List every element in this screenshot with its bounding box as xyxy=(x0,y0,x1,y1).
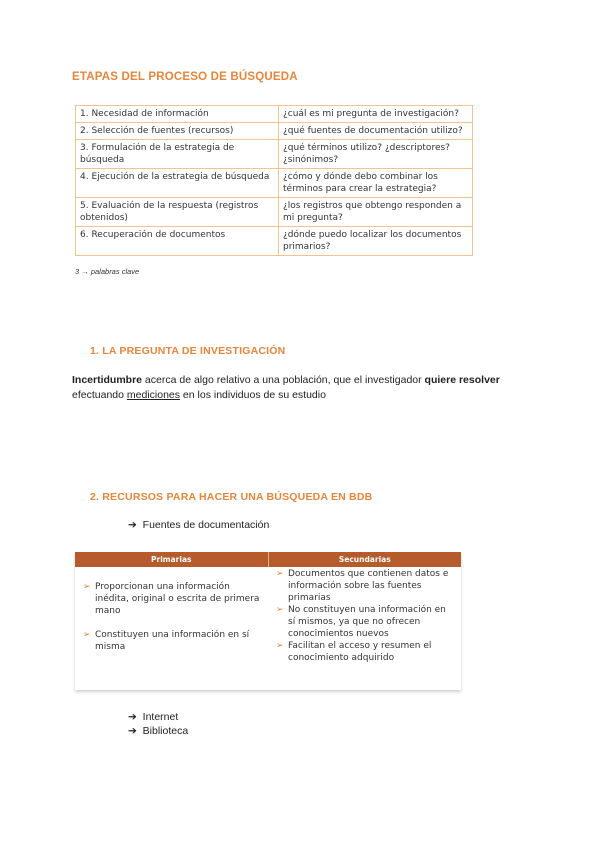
bullet-item xyxy=(274,604,455,640)
arrow-item-label: Biblioteca xyxy=(142,725,189,737)
section2-title: 2. RECURSOS PARA HACER UNA BÚSQUEDA EN BDB xyxy=(90,491,373,503)
para-text2: efectuando xyxy=(72,389,127,401)
arrowhead-bullet-icon: ➢ xyxy=(83,630,91,640)
question-cell: ¿dónde puedo localizar los documentos primarios? xyxy=(279,227,473,256)
arrow-item-label: Fuentes de documentación xyxy=(142,519,270,531)
sources-table xyxy=(75,552,461,690)
table-note: 3 → palabras clave xyxy=(75,267,140,276)
stages-table xyxy=(75,105,473,256)
table-row xyxy=(76,198,473,227)
table-row xyxy=(76,227,473,256)
arrowhead-bullet-icon: ➢ xyxy=(83,582,91,592)
arrow-item xyxy=(128,710,188,724)
stage-cell: 4. Ejecución de la estrategia de búsqueda xyxy=(76,169,279,198)
stage-cell: 6. Recuperación de documentos xyxy=(76,227,279,256)
stage-cell: 3. Formulación de la estrategia de búsqueda xyxy=(76,140,279,169)
para-bold-incertidumbre: Incertidumbre xyxy=(72,374,143,386)
secondary-column xyxy=(268,567,461,664)
arrow-icon: ➔ xyxy=(128,711,137,723)
bullet-item xyxy=(274,640,455,664)
bullet-item xyxy=(81,629,262,653)
bullet-item xyxy=(81,581,262,617)
table-row xyxy=(76,123,473,140)
section1-title: 1. LA PREGUNTA DE INVESTIGACIÓN xyxy=(90,345,286,357)
other-resources-list xyxy=(128,710,188,738)
arrowhead-bullet-icon: ➢ xyxy=(276,569,284,579)
table-row xyxy=(76,140,473,169)
secondary-header: Secundarias xyxy=(338,555,391,564)
arrow-item xyxy=(128,724,188,738)
table-row xyxy=(76,106,473,123)
section1-paragraph xyxy=(72,373,542,403)
primary-column xyxy=(75,567,268,664)
para-underline-mediciones: mediciones xyxy=(126,389,181,401)
para-bold-quiere: quiere resolver xyxy=(424,374,500,386)
bullet-text: Constituyen una información en sí misma xyxy=(95,630,250,652)
question-cell: ¿los registros que obtengo responden a mi pregunta? xyxy=(279,198,473,227)
sources-table-header xyxy=(75,552,461,567)
para-text3: en los individuos de su estudio xyxy=(180,389,326,401)
table-row xyxy=(76,169,473,198)
question-cell: ¿qué fuentes de documentación utilizo? xyxy=(279,123,473,140)
arrow-item-fuentes xyxy=(128,519,269,531)
stage-cell: 1. Necesidad de información xyxy=(76,106,279,123)
question-cell: ¿qué términos utilizo? ¿descriptores?¿sinónimos? xyxy=(279,140,473,169)
bullet-text: Proporcionan una información inédita, original o escrita de primera mano xyxy=(95,582,260,616)
question-cell: ¿cómo y dónde debo combinar los términos para crear la estrategia? xyxy=(279,169,473,198)
bullet-text: Documentos que contienen datos e información sobre las fuentes primarias xyxy=(288,569,449,603)
bullet-text: Facilitan el acceso y resumen el conocimiento adquirido xyxy=(288,641,432,663)
stage-cell: 2. Selección de fuentes (recursos) xyxy=(76,123,279,140)
arrowhead-bullet-icon: ➢ xyxy=(276,605,284,615)
stage-cell: 5. Evaluación de la respuesta (registros obtenidos) xyxy=(76,198,279,227)
arrow-icon: ➔ xyxy=(128,725,137,737)
primary-header: Primarias xyxy=(151,555,192,564)
question-cell: ¿cuál es mi pregunta de investigación? xyxy=(279,106,473,123)
arrow-item-label: Internet xyxy=(142,711,179,723)
page-title: ETAPAS DEL PROCESO DE BÚSQUEDA xyxy=(72,71,298,83)
bullet-item xyxy=(274,568,455,604)
para-text1: acerca de algo relativo a una población, que el investigador xyxy=(142,374,425,386)
bullet-text: No constituyen una información en sí mismos, ya que no ofrecen conocimientos nuevos xyxy=(288,605,446,639)
arrow-icon: ➔ xyxy=(128,519,137,531)
arrowhead-bullet-icon: ➢ xyxy=(276,641,284,651)
